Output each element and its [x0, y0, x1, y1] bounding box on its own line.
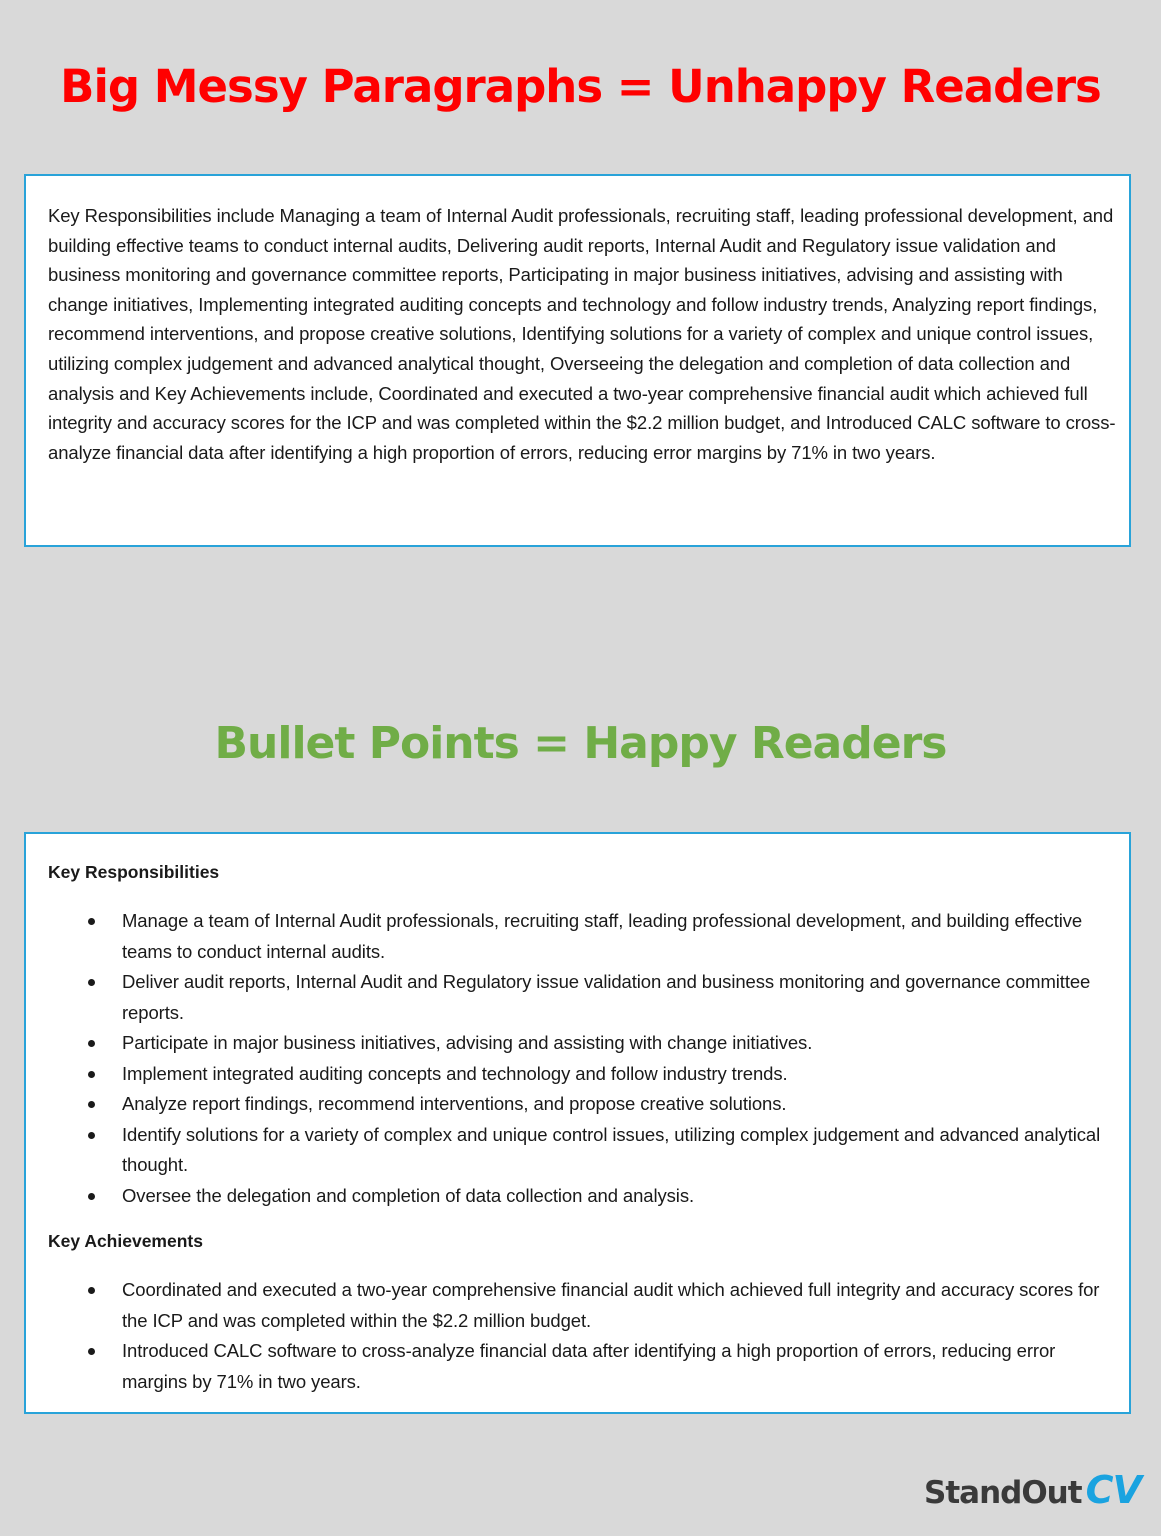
- list-item-text: Analyze report findings, recommend interventions, and propose creative solutions.: [122, 1093, 787, 1114]
- bullet-dot-icon: [88, 1193, 95, 1200]
- paragraph-example-box: [24, 174, 1131, 547]
- list-item-text: Manage a team of Internal Audit professionals, recruiting staff, leading professional development, and building effective teams to conduct internal audits.: [122, 910, 1083, 962]
- bullet-dot-icon: [88, 918, 95, 925]
- list-item-text: Implement integrated auditing concepts and technology and follow industry trends.: [122, 1062, 788, 1084]
- bullet-dot-icon: [88, 1287, 95, 1294]
- messy-paragraph: Key Responsibilities include Managing a team of Internal Audit professionals, recruiting staff, leading professional development, and building effective teams to conduct internal audits, Delivering audit reports, Internal Audit and Regulatory issue validation and business monitoring and governance committee reports, Participating in major business initiatives, advising and assisting with change initiatives, Implementing integrated auditing concepts and technology and follow industry trends, Analyzing report findings, recommend interventions, and propose creative solutions, Identifying solutions for a variety of complex and unique control issues, utilizing complex judgement and advanced analytical thought, Overseeing the delegation and completion of data collection and analysis and Key Achievements include, Coordinated and executed a two-year comprehensive financial audit which achieved full integrity and accuracy scores for the ICP and was completed within the $2.2 million budget, and Introduced CALC software to cross-analyze financial data after identifying a high proportion of errors, reducing error margins by 71% in two years.: [48, 205, 1116, 463]
- list-item: [26, 1120, 1126, 1181]
- list-item-text: Coordinated and executed a two-year comprehensive financial audit which achieved full integrity and accuracy scores for the ICP and was completed within the $2.2 million budget.: [122, 1279, 1100, 1331]
- list-item: [26, 1028, 1126, 1059]
- standout-cv-logo: [924, 1468, 1141, 1512]
- logo-text-standout: StandOut: [924, 1475, 1082, 1511]
- bullet-dot-icon: [88, 1071, 95, 1078]
- list-item: [26, 1275, 1126, 1336]
- list-item: [26, 967, 1126, 1028]
- list-item: [26, 1059, 1126, 1090]
- list-item: [26, 1336, 1126, 1397]
- bullet-dot-icon: [88, 979, 95, 986]
- list-item-text: Participate in major business initiatives, advising and assisting with change initiatives.: [122, 1032, 813, 1053]
- list-item-text: Deliver audit reports, Internal Audit and Regulatory issue validation and business monitoring and governance committee reports.: [122, 971, 1091, 1023]
- bullet-dot-icon: [88, 1040, 95, 1047]
- headline-unhappy: Big Messy Paragraphs = Unhappy Readers: [60, 60, 1101, 113]
- responsibilities-heading: Key Responsibilities: [48, 862, 220, 882]
- responsibilities-list: [26, 906, 1126, 1211]
- list-item-text: Oversee the delegation and completion of data collection and analysis.: [122, 1184, 695, 1206]
- headline-happy: Bullet Points = Happy Readers: [214, 718, 947, 769]
- achievements-list: [26, 1275, 1126, 1397]
- bullet-dot-icon: [88, 1101, 95, 1108]
- achievements-heading: Key Achievements: [48, 1231, 203, 1251]
- list-item: [26, 1089, 1126, 1120]
- bullet-dot-icon: [88, 1348, 95, 1355]
- list-item-text: Introduced CALC software to cross-analyze financial data after identifying a high proportion of errors, reducing error margins by 71% in two years.: [122, 1340, 1056, 1392]
- list-item: [26, 906, 1126, 967]
- bullet-dot-icon: [88, 1132, 95, 1139]
- logo-text-cv: CV: [1085, 1468, 1141, 1512]
- list-item-text: Identify solutions for a variety of complex and unique control issues, utilizing complex judgement and advanced analytical thought.: [122, 1123, 1101, 1175]
- bullet-example-box: [24, 832, 1131, 1414]
- list-item: [26, 1181, 1126, 1212]
